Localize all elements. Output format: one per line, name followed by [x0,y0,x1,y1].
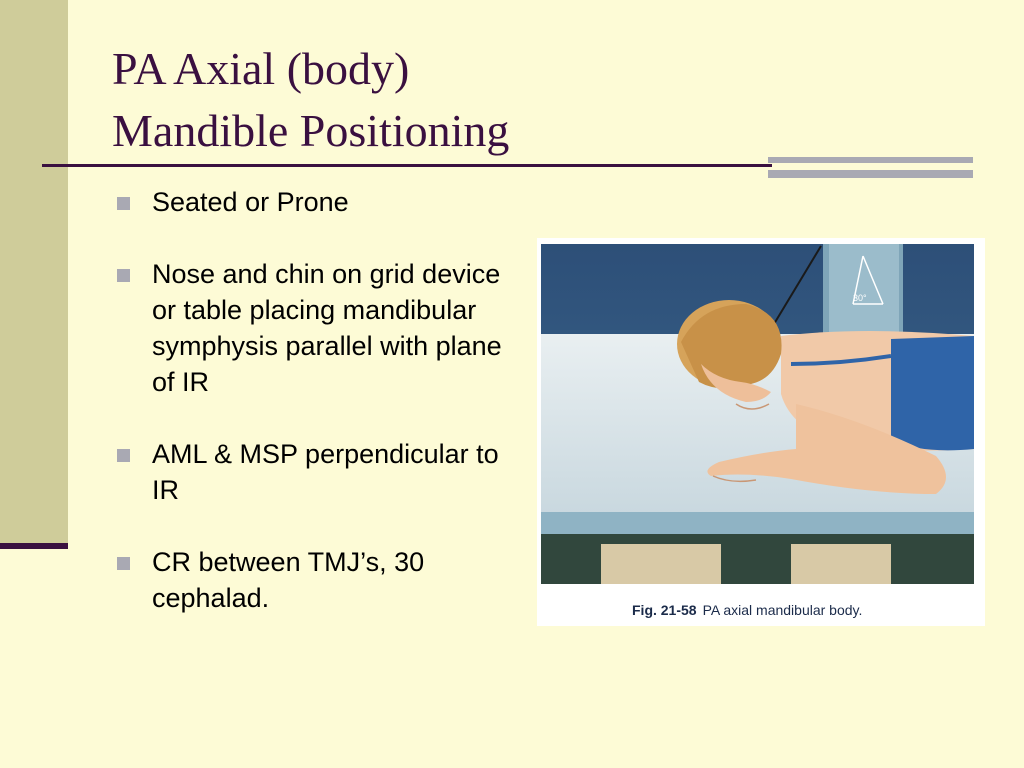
figure-caption-text: PA axial mandibular body. [702,602,863,618]
bullet-text: CR between TMJ’s, 30 cephalad. [152,547,425,613]
patient-positioning-photo [541,244,974,584]
title-underline-accent [768,157,973,178]
bullet-text: Nose and chin on grid device or table placing mandibular symphysis parallel with plane of IR [152,259,502,397]
positioning-figure [537,238,985,626]
slide-title-line-1: PA Axial (body) [112,43,410,94]
square-bullet-icon [117,557,130,570]
sidebar-accent-line [0,543,68,549]
bullet-item [112,256,522,400]
bullet-text: Seated or Prone [152,187,349,217]
bullet-list [112,184,522,652]
title-underline [42,164,772,167]
bullet-text: AML & MSP perpendicular to IR [152,439,499,505]
angle-label: 30° [853,293,867,303]
slide-title [112,38,509,162]
square-bullet-icon [117,449,130,462]
figure-caption [632,602,862,618]
bullet-item [112,436,522,508]
square-bullet-icon [117,197,130,210]
bullet-item [112,184,522,220]
slide-title-line-2: Mandible Positioning [112,105,510,156]
square-bullet-icon [117,269,130,282]
bullet-item [112,544,522,616]
figure-label: Fig. 21-58 [632,602,697,618]
sidebar-bar [0,0,68,545]
